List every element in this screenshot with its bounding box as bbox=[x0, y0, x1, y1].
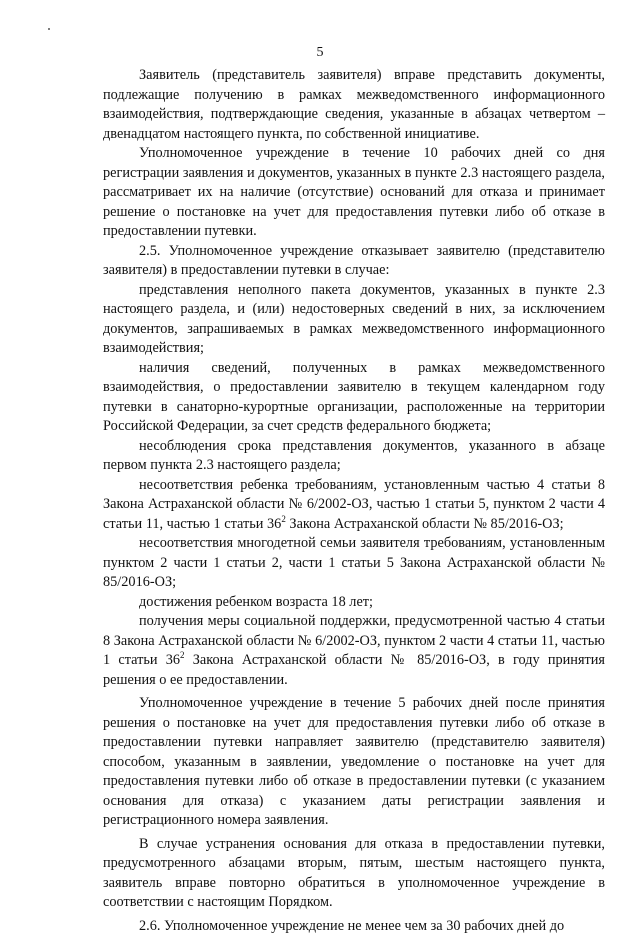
paragraph-support-received-b: Закона Астраханской области № 85/2016-ОЗ, в году принятия решения о ее предоставлении. bbox=[103, 652, 605, 688]
paragraph-2-6-start: 2.6. Уполномоченное учреждение не менее чем за 30 рабочих дней до bbox=[103, 917, 605, 936]
page-number: 5 bbox=[0, 44, 640, 62]
paragraph-initiative: Заявитель (представитель заявителя) вправе представить документы, подлежащие получению в рамках межведомственного информационного взаимодействия, подтверждающие сведения, указанные в абзацах четвертом – двенадцатом настоящего пункта, по собственной инициативе. bbox=[103, 66, 605, 144]
paragraph-age-limit: достижения ребенком возраста 18 лет; bbox=[103, 593, 605, 613]
paragraph-child-mismatch-a: несоответствия ребенка требованиям, установленным частью 4 статьи 8 Закона Астраханской области № 6/2002-ОЗ, частью 1 статьи 5, пунктом 2 части 4 статьи 11, частью 1 статьи 36 bbox=[103, 477, 605, 532]
paragraph-support-received-a: получения меры социальной поддержки, предусмотренной частью 4 статьи 8 Закона Астраханской области № 6/2002-ОЗ, пунктом 2 части 4 статьи 11, частью 1 статьи 36 bbox=[103, 613, 605, 668]
superscript: 2 bbox=[281, 514, 286, 524]
paragraph-review-term: Уполномоченное учреждение в течение 10 рабочих дней со дня регистрации заявления и документов, указанных в пункте 2.3 настоящего раздела, рассматривает их на наличие (отсутствие) оснований для отказа и принимает решение о постановке на учет для предоставления путевки либо об отказе в предоставлении путевки. bbox=[103, 144, 605, 242]
paragraph-family-mismatch: несоответствия многодетной семьи заявителя требованиям, установленным пунктом 2 части 1 статьи 2, части 1 статьи 5 Закона Астраханской области № 85/2016-ОЗ; bbox=[103, 534, 605, 593]
paragraph-child-mismatch bbox=[103, 476, 605, 535]
paragraph-reapply: В случае устранения основания для отказа в предоставлении путевки, предусмотренного абзацами вторым, пятым, шестым настоящего пункта, заявитель вправе повторно обратиться в уполномоченное учреждение в соответствии с настоящим Порядком. bbox=[103, 835, 605, 913]
paragraph-child-mismatch-b: Закона Астраханской области № 85/2016-ОЗ; bbox=[286, 516, 564, 532]
paragraph-incomplete-docs: представления неполного пакета документов, указанных в пункте 2.3 настоящего раздела, и (или) недостоверных сведений в них, за исключением документов, запрашиваемых в рамках межведомственного информационного взаимодействия; bbox=[103, 281, 605, 359]
paragraph-notification: Уполномоченное учреждение в течение 5 рабочих дней после принятия решения о постановке на учет для предоставления путевки либо об отказе в предоставлении путевки направляет заявителю (представителю заявителя) способом, указанным в заявлении, уведомление о постановке на учет для предоставления путевки либо об отказе в предоставлении путевки (с указанием основания для отказа) с указанием даты регистрации заявления и регистрационного номера заявления. bbox=[103, 694, 605, 831]
superscript: 2 bbox=[180, 650, 185, 660]
document-body bbox=[103, 66, 605, 936]
paragraph-deadline-missed: несоблюдения срока представления документов, указанного в абзаце первом пункта 2.3 настоящего раздела; bbox=[103, 437, 605, 476]
paragraph-refusal-intro: 2.5. Уполномоченное учреждение отказывает заявителю (представителю заявителя) в предоставлении путевки в случае: bbox=[103, 242, 605, 281]
paragraph-already-provided: наличия сведений, полученных в рамках межведомственного взаимодействия, о предоставлении заявителю в текущем календарном году путевки в санаторно-курортные организации, расположенные на территории Российской Федерации, за счет средств федерального бюджета; bbox=[103, 359, 605, 437]
scan-speck bbox=[48, 28, 50, 30]
paragraph-support-received bbox=[103, 612, 605, 690]
